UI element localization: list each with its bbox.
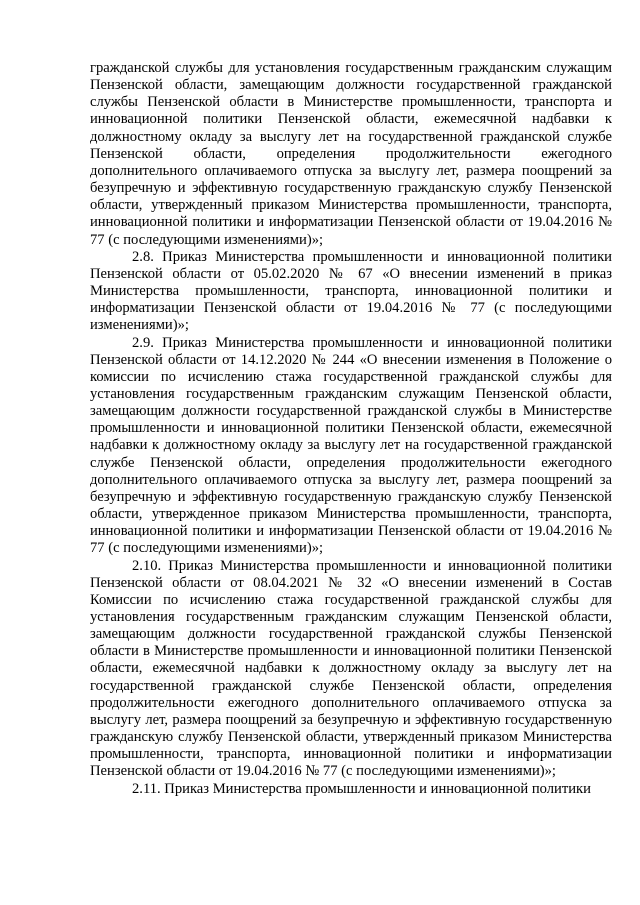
paragraph-continuation: гражданской службы для установления государственным гражданским служащим Пензенской области, замещающим должности государственной гражданской службы Пензенской области в Министерстве промышленности, транспорта и инновационной политики Пензенской области, ежемесячной надбавки к должностному окладу за выслугу лет на государственной гражданской службе Пензенской области, определения продолжительности ежегодного дополнительного оплачиваемого отпуска за выслугу лет, размера поощрений за безупречную и эффективную государственную гражданскую службу Пензенской области, утвержденный приказом Министерства промышленности, транспорта, инновационной политики и информатизации Пензенской области от 19.04.2016 № 77 (с последующими изменениями)»;	[90, 60, 612, 248]
paragraph-item-2-11: 2.11. Приказ Министерства промышленности и инновационной политики	[132, 780, 591, 797]
paragraph-item-2-10: 2.10. Приказ Министерства промышленности и инновационной политики Пензенской области от 08.04.2021 № 32 «О внесении изменений в Состав Комиссии по исчислению стажа государственной гражданской службы для установления государственным гражданским служащим Пензенской области, замещающим должности государственной гражданской службы Пензенской области в Министерстве промышленности и инновационной политики Пензенской области, ежемесячной надбавки к должностному окладу за выслугу лет на государственной гражданской службе Пензенской области, определения продолжительности ежегодного дополнительного оплачиваемого отпуска за выслугу лет, размера поощрений за безупречную и эффективную государственную гражданскую службу Пензенской области, утвержденный приказом Министерства промышленности, транспорта, инновационной политики и информатизации Пензенской области от 19.04.2016 № 77 (с последующими изменениями)»;	[90, 557, 612, 780]
document-page	[90, 60, 612, 798]
paragraph-item-2-8: 2.8. Приказ Министерства промышленности и инновационной политики Пензенской области от 05.02.2020 № 67 «О внесении изменений в приказ Министерства промышленности, транспорта, инновационной политики и информатизации Пензенской области от 19.04.2016 № 77 (с последующими изменениями)»;	[90, 248, 612, 334]
paragraph-item-2-9: 2.9. Приказ Министерства промышленности и инновационной политики Пензенской области от 14.12.2020 № 244 «О внесении изменения в Положение о комиссии по исчислению стажа государственной гражданской службы для установления государственным гражданским служащим Пензенской области, замещающим должности государственной гражданской службы в Министерстве промышленности и инновационной политики Пензенской области, ежемесячной надбавки к должностному окладу за выслугу лет на государственной гражданской службе Пензенской области, определения продолжительности ежегодного дополнительного оплачиваемого отпуска за выслугу лет, размера поощрений за безупречную и эффективную государственную гражданскую службу Пензенской области, утвержденное приказом Министерства промышленности, транспорта, инновационной политики и информатизации Пензенской области от 19.04.2016 № 77 (с последующими изменениями)»;	[90, 334, 612, 557]
